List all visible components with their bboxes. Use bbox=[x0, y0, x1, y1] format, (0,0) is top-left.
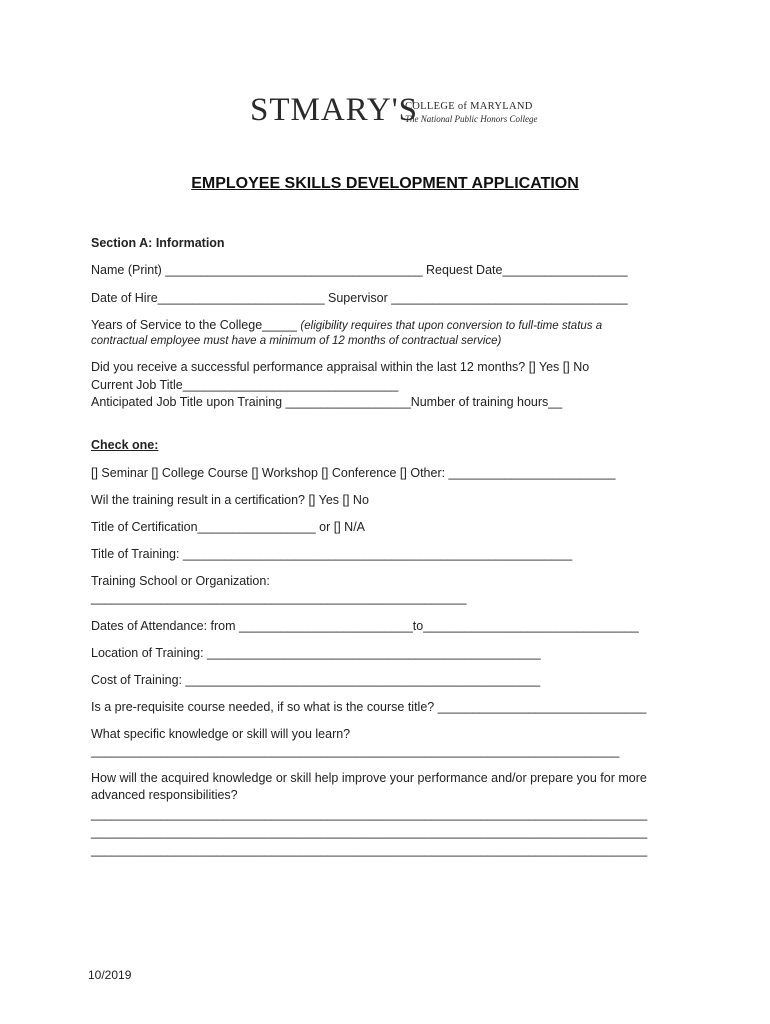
form-title: EMPLOYEE SKILLS DEVELOPMENT APPLICATION bbox=[191, 175, 579, 192]
anticipated-job-title-field[interactable]: Anticipated Job Title upon Training __________________Number of training hours__ bbox=[91, 395, 563, 409]
improvement-question-cont: advanced responsibilities? bbox=[91, 788, 238, 802]
dates-of-attendance-field[interactable]: Dates of Attendance: from _________________________to_______________________________ bbox=[91, 619, 639, 633]
training-school-label: Training School or Organization: bbox=[91, 574, 270, 588]
knowledge-question: What specific knowledge or skill will you learn? bbox=[91, 727, 351, 741]
improvement-question: How will the acquired knowledge or skill help improve your performance and/or prepare you for more bbox=[91, 771, 647, 785]
logo-wordmark: STMARY'S bbox=[250, 92, 419, 128]
eligibility-note: (eligibility requires that upon conversion to full-time status a bbox=[300, 320, 603, 332]
college-logo bbox=[250, 92, 538, 132]
improvement-answer-line-1[interactable]: ________________________________________________________________________________ bbox=[91, 807, 648, 821]
improvement-answer-line-3[interactable]: ________________________________________________________________________________ bbox=[91, 843, 648, 857]
name-request-date-field[interactable]: Name (Print) _____________________________________ Request Date__________________ bbox=[91, 263, 628, 277]
certification-title-field[interactable]: Title of Certification_________________ or [] N/A bbox=[91, 520, 366, 534]
certification-question[interactable]: Wil the training result in a certification? [] Yes [] No bbox=[91, 493, 369, 507]
appraisal-question[interactable]: Did you receive a successful performance appraisal within the last 12 months? [] Yes [] No bbox=[91, 360, 590, 374]
knowledge-answer-field[interactable]: ____________________________________________________________________________ bbox=[91, 744, 620, 758]
training-location-field[interactable]: Location of Training: ________________________________________________ bbox=[91, 646, 541, 660]
logo-college-name: COLLEGE of MARYLAND bbox=[405, 101, 533, 112]
years-of-service-field[interactable]: Years of Service to the College_____ bbox=[91, 318, 297, 332]
eligibility-note-cont: contractual employee must have a minimum of 12 months of contractual service) bbox=[91, 335, 502, 347]
training-type-options[interactable]: [] Seminar [] College Course [] Workshop [] Conference [] Other: ________________________ bbox=[91, 466, 616, 480]
training-school-field[interactable]: ______________________________________________________ bbox=[91, 591, 467, 605]
training-cost-field[interactable]: Cost of Training: ___________________________________________________ bbox=[91, 673, 541, 687]
improvement-answer-line-2[interactable]: ________________________________________________________________________________ bbox=[91, 825, 648, 839]
years-of-service-row bbox=[91, 318, 602, 334]
section-a-heading: Section A: Information bbox=[91, 236, 225, 250]
revision-date: 10/2019 bbox=[88, 968, 132, 982]
check-one-heading: Check one: bbox=[91, 438, 159, 452]
prerequisite-field[interactable]: Is a pre-requisite course needed, if so what is the course title? ______________________________ bbox=[91, 700, 647, 714]
current-job-title-field[interactable]: Current Job Title_______________________________ bbox=[91, 378, 399, 392]
hire-date-supervisor-field[interactable]: Date of Hire________________________ Supervisor __________________________________ bbox=[91, 291, 628, 305]
logo-tagline: The National Public Honors College bbox=[405, 114, 538, 124]
training-title-field[interactable]: Title of Training: ________________________________________________________ bbox=[91, 547, 573, 561]
